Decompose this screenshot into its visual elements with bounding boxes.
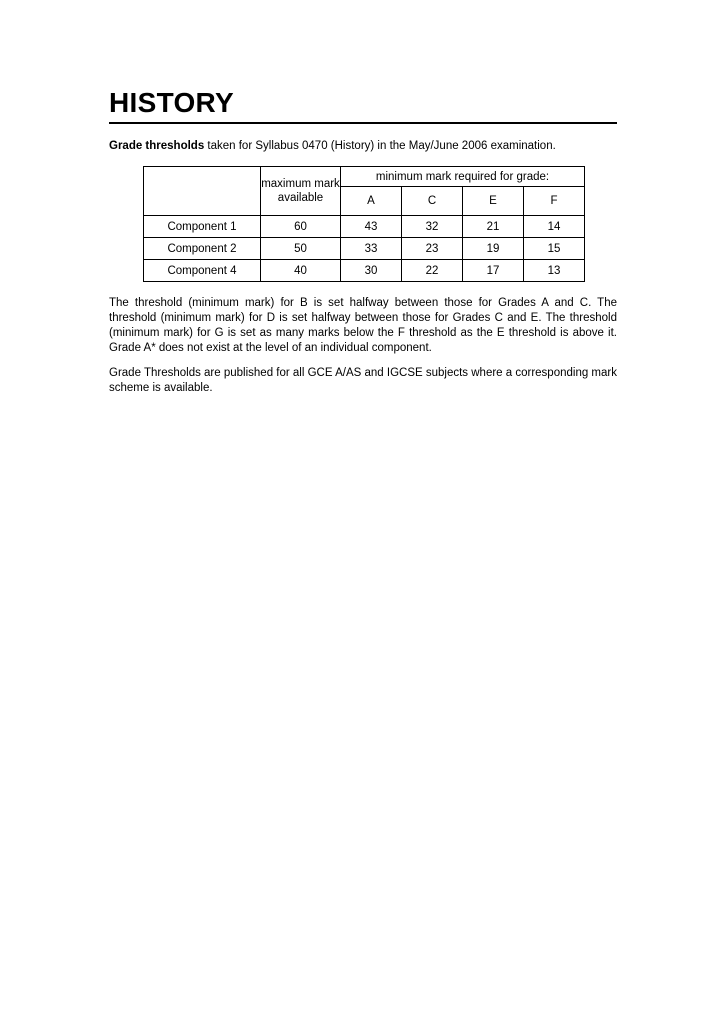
grade-cell: 15 [524, 238, 585, 260]
grade-cell: 19 [463, 238, 524, 260]
grade-cell: 17 [463, 260, 524, 282]
title-divider [109, 122, 617, 124]
threshold-note-paragraph: The threshold (minimum mark) for B is set halfway between those for Grades A and C. The threshold (minimum mark) for D is set halfway between those for Grades C and E. The threshold (minimum mark) for G is set as many marks below the F threshold as the E threshold is above it. Grade A* does not exist at the level of an individual component. [109, 297, 617, 354]
component-label: Component 4 [144, 260, 261, 282]
max-mark-cell: 60 [261, 216, 341, 238]
grade-cell: 32 [402, 216, 463, 238]
header-max-mark: maximum mark available [261, 167, 341, 216]
max-mark-cell: 40 [261, 260, 341, 282]
grade-cell: 22 [402, 260, 463, 282]
table-row [144, 238, 585, 260]
table-row [144, 260, 585, 282]
intro-line [109, 138, 629, 154]
header-min-mark: minimum mark required for grade: [341, 167, 585, 187]
component-label: Component 2 [144, 238, 261, 260]
table-row [144, 216, 585, 238]
intro-text: taken for Syllabus 0470 (History) in the May/June 2006 examination. [204, 140, 556, 152]
grade-thresholds-table [143, 166, 585, 282]
header-blank-cell [144, 167, 261, 216]
grade-cell: 13 [524, 260, 585, 282]
grade-cell: 23 [402, 238, 463, 260]
header-grade: E [463, 187, 524, 216]
component-label: Component 1 [144, 216, 261, 238]
max-mark-cell: 50 [261, 238, 341, 260]
header-grade: A [341, 187, 402, 216]
grade-cell: 43 [341, 216, 402, 238]
header-grade: C [402, 187, 463, 216]
grade-cell: 30 [341, 260, 402, 282]
publication-note-paragraph: Grade Thresholds are published for all GCE A/AS and IGCSE subjects where a corresponding mark scheme is available. [109, 367, 617, 394]
header-grade: F [524, 187, 585, 216]
page-title: HISTORY [109, 87, 235, 118]
grade-cell: 21 [463, 216, 524, 238]
grade-cell: 14 [524, 216, 585, 238]
intro-bold-text: Grade thresholds [109, 140, 205, 152]
table-header-row [144, 167, 585, 187]
grade-cell: 33 [341, 238, 402, 260]
